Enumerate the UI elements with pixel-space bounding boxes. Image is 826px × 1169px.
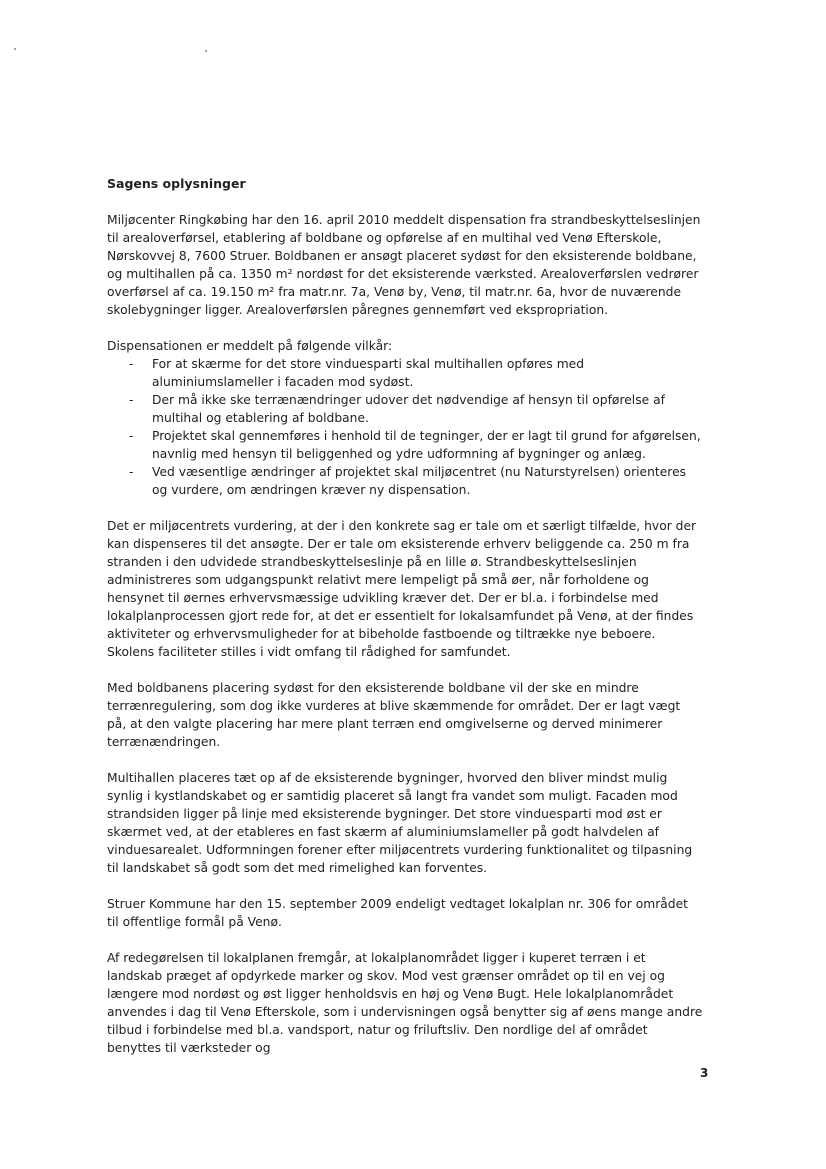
paragraph-field-placement: Med boldbanens placering sydøst for den eksisterende boldbane vil der ske en mindre terrænregulering, som dog ikke vurderes at blive skæmmende for området. Der er lagt vægt på, at den valgte placering har mere plant terræn end omgivelserne og derved minimerer terrænændringen. <box>107 681 681 749</box>
paragraph-local-plan-report: Af redegørelsen til lokalplanen fremgår, at lokalplanområdet ligger i kuperet terræn i et landskab præget af opdyrkede marker og skov. Mod vest grænser området op til en vej og længere mod nordøst og øst ligger henholdsvis en høj og Venø Bugt. Hele lokalplanområdet anvendes i dag til Venø Efterskole, som i undervisningen også benytter sig af øens mange andre tilbud i forbindelse med bl.a. vandsport, natur og friluftsliv. Den nordlige del af området benyttes til værksteder og <box>107 951 703 1055</box>
scan-speck <box>205 50 207 52</box>
condition-item <box>107 391 703 427</box>
section-heading: Sagens oplysninger <box>107 176 246 191</box>
condition-item <box>107 355 703 391</box>
condition-item <box>107 427 703 463</box>
paragraph-hall-placement: Multihallen placeres tæt op af de eksisterende bygninger, hvorved den bliver mindst mulig synlig i kystlandskabet og er samtidig placeret så langt fra vandet som muligt. Facaden mod strandsiden ligger på linje med eksisterende bygninger. Det store vinduesparti mod øst er skærmet ved, at der etableres en fast skærm af aluminiumslameller på godt halvdelen af vinduesarealet. Udformningen forener efter miljøcentrets vurdering funktionalitet og tilpasning til landskabet så godt som det med rimelighed kan forventes. <box>107 771 693 875</box>
paragraph-assessment: Det er miljøcentrets vurdering, at der i den konkrete sag er tale om et særligt tilfælde, hvor der kan dispenseres til det ansøgte. Der er tale om eksisterende erhverv beliggende ca. 250 m fra stranden i den udvidede strandbeskyttelseslinje på en lille ø. Strandbeskyttelseslinjen administreres som udgangspunkt relativt mere lempeligt på små øer, når forholdene og hensynet til øernes erhvervsmæssige udvikling kræver det. Der er bl.a. i forbindelse med lokalplanprocessen gjort rede for, at det er essentielt for lokalsamfundet på Venø, at der findes aktiviteter og erhvervsmuligheder for at bibeholde fastboende og tiltrække nye beboere. Skolens faciliteter stilles i vidt omfang til rådighed for samfundet. <box>107 519 697 659</box>
document-body <box>107 175 703 1075</box>
condition-text: For at skærme for det store vinduesparti skal multihallen opføres med aluminiumslameller i facaden mod sydøst. <box>152 357 585 389</box>
bullet-dash: - <box>129 465 134 479</box>
bullet-dash: - <box>129 429 134 443</box>
scan-speck <box>14 48 16 50</box>
paragraph-local-plan: Struer Kommune har den 15. september 2009 endeligt vedtaget lokalplan nr. 306 for området til offentlige formål på Venø. <box>107 897 688 929</box>
condition-text: Projektet skal gennemføres i henhold til de tegninger, der er lagt til grund for afgørelsen, navnlig med hensyn til beliggenhed og ydre udformning af bygninger og anlæg. <box>152 429 701 461</box>
paragraph-dispensation: Miljøcenter Ringkøbing har den 16. april 2010 meddelt dispensation fra strandbeskyttelseslinjen til arealoverførsel, etablering af boldbane og opførelse af en multihal ved Venø Efterskole, Nørskovvej 8, 7600 Struer. Boldbanen er ansøgt placeret sydøst for den eksisterende boldbane, og multihallen på ca. 1350 m² nordøst for det eksisterende værksted. Arealoverførslen vedrører overførsel af ca. 19.150 m² fra matr.nr. 7a, Venø by, Venø, til matr.nr. 6a, hvor de nuværende skolebygninger ligger. Arealoverførslen påregnes gennemført ved ekspropriation. <box>107 213 701 317</box>
bullet-dash: - <box>129 357 134 371</box>
page-number: 3 <box>700 1066 709 1080</box>
condition-text: Ved væsentlige ændringer af projektet skal miljøcentret (nu Naturstyrelsen) orienteres og vurdere, om ændringen kræver ny dispensation. <box>152 465 687 497</box>
condition-item <box>107 463 703 499</box>
condition-text: Der må ikke ske terrænændringer udover det nødvendige af hensyn til opførelse af multihal og etablering af boldbane. <box>152 393 665 425</box>
bullet-dash: - <box>129 393 134 407</box>
conditions-list <box>107 355 703 499</box>
conditions-intro: Dispensationen er meddelt på følgende vilkår: <box>107 339 393 353</box>
